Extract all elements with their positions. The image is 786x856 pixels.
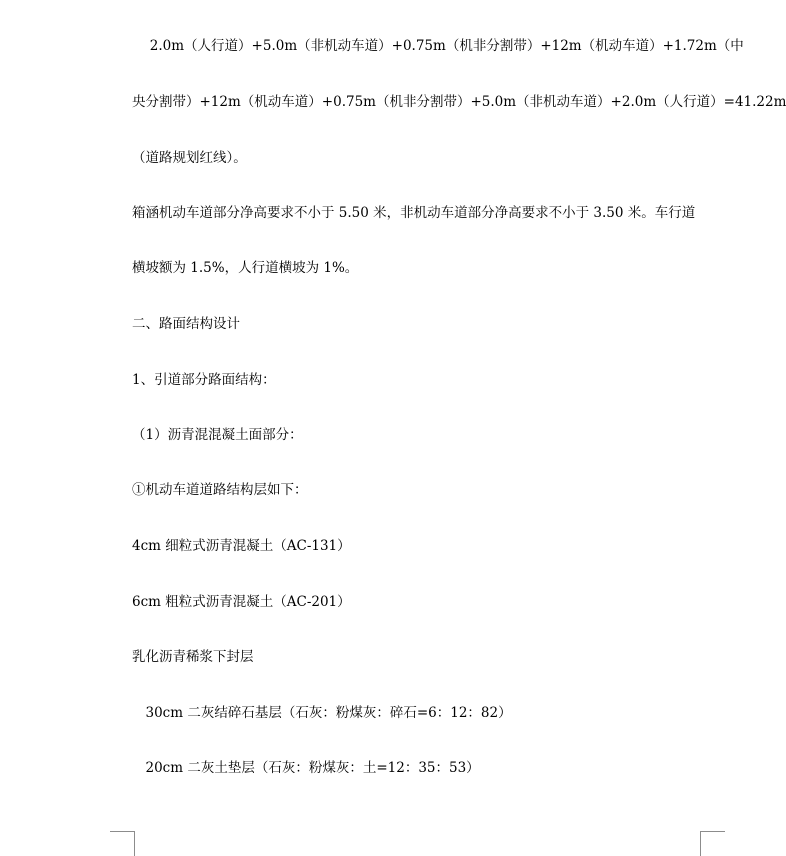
- section-heading-pavement: 二、路面结构设计: [132, 316, 240, 332]
- text-line-3: （道路规划红线）。: [132, 150, 247, 166]
- item-heading-asphalt: （1）沥青混混凝土面部分：: [132, 427, 303, 443]
- text-line-1: 2.0m（人行道）+5.0m（非机动车道）+0.75m（机非分割带）+12m（机动车道）+1.72m（中: [132, 38, 744, 54]
- subsection-heading-approach: 1、引道部分路面结构：: [132, 372, 276, 388]
- layer-line-2: 6cm 粗粒式沥青混凝土（AC-201）: [132, 594, 351, 610]
- item-heading-layers: ①机动车道道路结构层如下：: [132, 482, 308, 498]
- layer-line-1: 4cm 细粒式沥青混凝土（AC-131）: [132, 538, 351, 554]
- page-corner-mark-left: [110, 831, 135, 856]
- text-line-5: 横坡额为 1.5%，人行道横坡为 1%。: [132, 260, 359, 276]
- layer-line-4: 30cm 二灰结碎石基层（石灰：粉煤灰：碎石=6：12：82）: [132, 705, 512, 721]
- page-corner-mark-right: [700, 831, 725, 856]
- text-line-4: 箱涵机动车道部分净高要求不小于 5.50 米，非机动车道部分净高要求不小于 3.50 米。车行道: [132, 205, 696, 221]
- layer-line-5: 20cm 二灰土垫层（石灰：粉煤灰：土=12：35：53）: [132, 760, 480, 776]
- text-line-2: 央分割带）+12m（机动车道）+0.75m（机非分割带）+5.0m（非机动车道）+2.0m（人行道）=41.22m: [132, 94, 786, 110]
- layer-line-3: 乳化沥青稀浆下封层: [132, 649, 254, 665]
